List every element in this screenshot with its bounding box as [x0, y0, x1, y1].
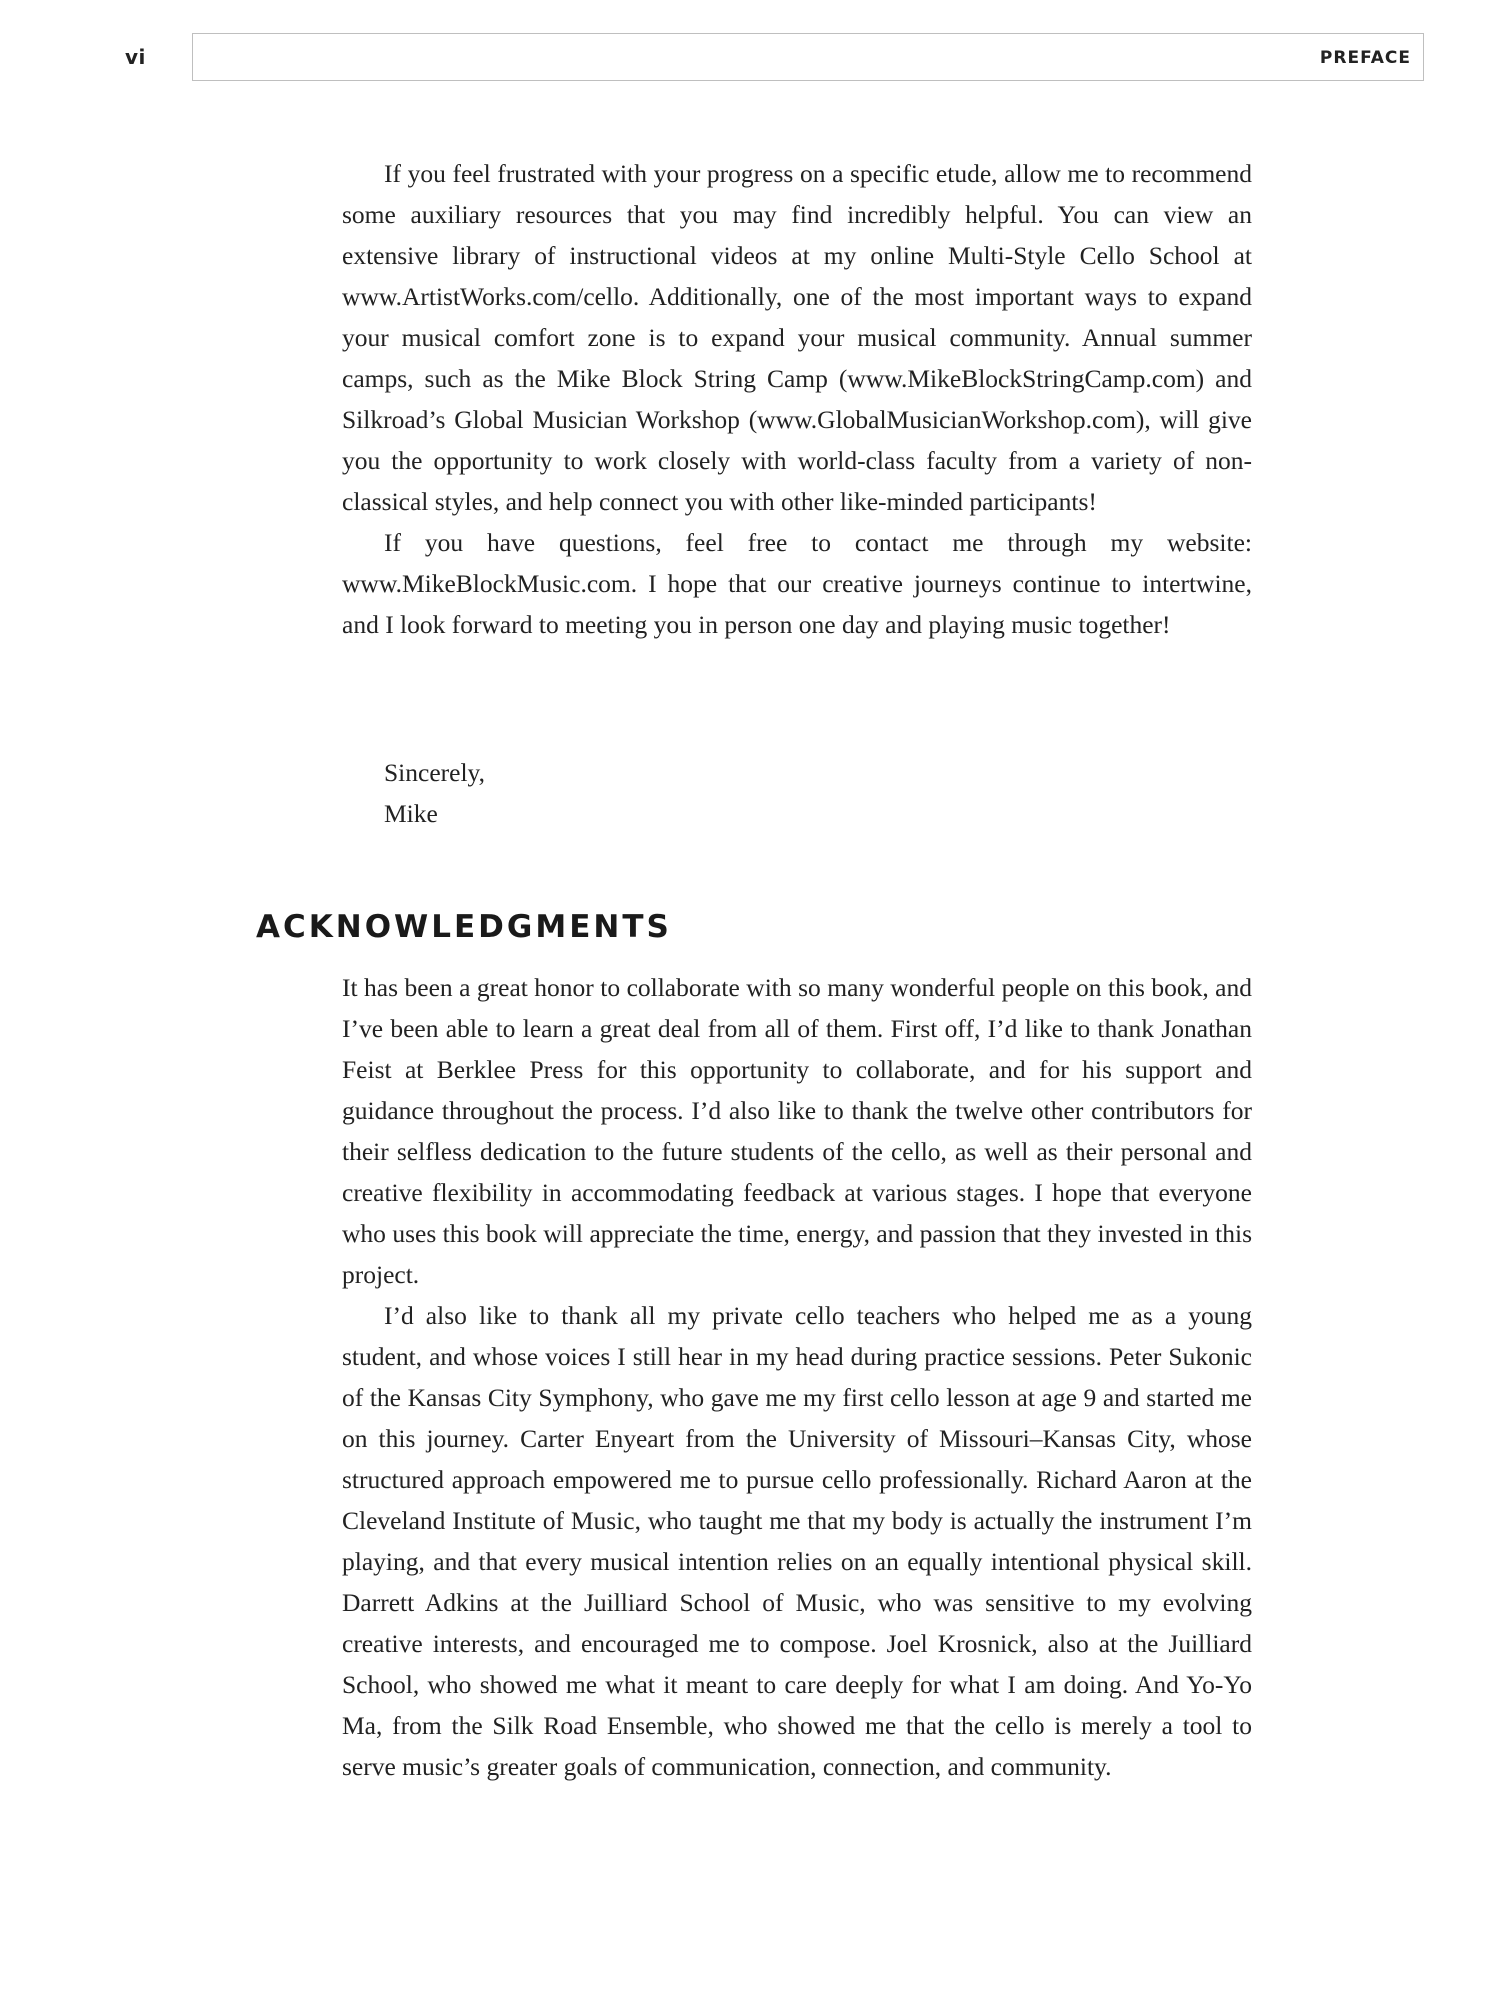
running-header-bar — [192, 33, 1424, 81]
preface-paragraph: If you have questions, feel free to contact me through my website: www.MikeBlockMusic.com. I hope that our creative journeys continue to intertwine, and I look forward to meeting you in person one day and playing music together! — [342, 528, 1252, 639]
acknowledgments-paragraph: I’d also like to thank all my private cello teachers who helped me as a young student, and whose voices I still hear in my head during practice sessions. Peter Sukonic of the Kansas City Symphony, who gave me my first cello lesson at age 9 and started me on this journey. Carter Enyeart from the University of Missouri–Kansas City, whose structured approach empowered me to pursue cello professionally. Richard Aaron at the Cleveland Institute of Music, who taught me that my body is actually the instrument I’m playing, and that every musical intention relies on an equally intentional physical skill. Darrett Adkins at the Juilliard School of Music, who was sensitive to my evolving creative interests, and encouraged me to compose. Joel Krosnick, also at the Juilliard School, who showed me what it meant to care deeply for what I am doing. And Yo-Yo Ma, from the Silk Road Ensemble, who showed me that the cello is merely a tool to serve music’s greater goals of communication, connection, and community. — [342, 1301, 1252, 1781]
acknowledgments-heading: ACKNOWLEDGMENTS — [256, 909, 672, 945]
preface-paragraph: If you feel frustrated with your progress on a specific etude, allow me to recommend some auxiliary resources that you may find incredibly helpful. You can view an extensive library of instructional videos at my online Multi-Style Cello School at www.ArtistWorks.com/cello. Additionally, one of the most important ways to expand your musical comfort zone is to expand your musical community. Annual summer camps, such as the Mike Block String Camp (www.MikeBlockStringCamp.com) and Silkroad’s Global Musician Workshop (www.GlobalMusicianWorkshop.com), will give you the opportunity to work closely with world-class faculty from a variety of non-classical styles, and help connect you with other like-minded participants! — [342, 159, 1252, 516]
acknowledgments-paragraph: It has been a great honor to collaborate with so many wonderful people on this book, and I’ve been able to learn a great deal from all of them. First off, I’d like to thank Jonathan Feist at Berklee Press for this opportunity to collaborate, and for his support and guidance throughout the process. I’d also like to thank the twelve other contributors for their selfless dedication to the future students of the cello, as well as their personal and creative flexibility in accommodating feedback at various stages. I hope that everyone who uses this book will appreciate the time, energy, and passion that they invested in this project. — [342, 973, 1252, 1289]
closing-salutation: Sincerely, — [384, 758, 486, 787]
page-number: vi — [125, 45, 146, 69]
running-head-title: PREFACE — [1319, 48, 1411, 68]
signature-name: Mike — [384, 799, 438, 828]
acknowledgments-body — [342, 967, 1252, 1787]
letter-closing — [384, 752, 485, 834]
preface-body — [342, 153, 1252, 645]
